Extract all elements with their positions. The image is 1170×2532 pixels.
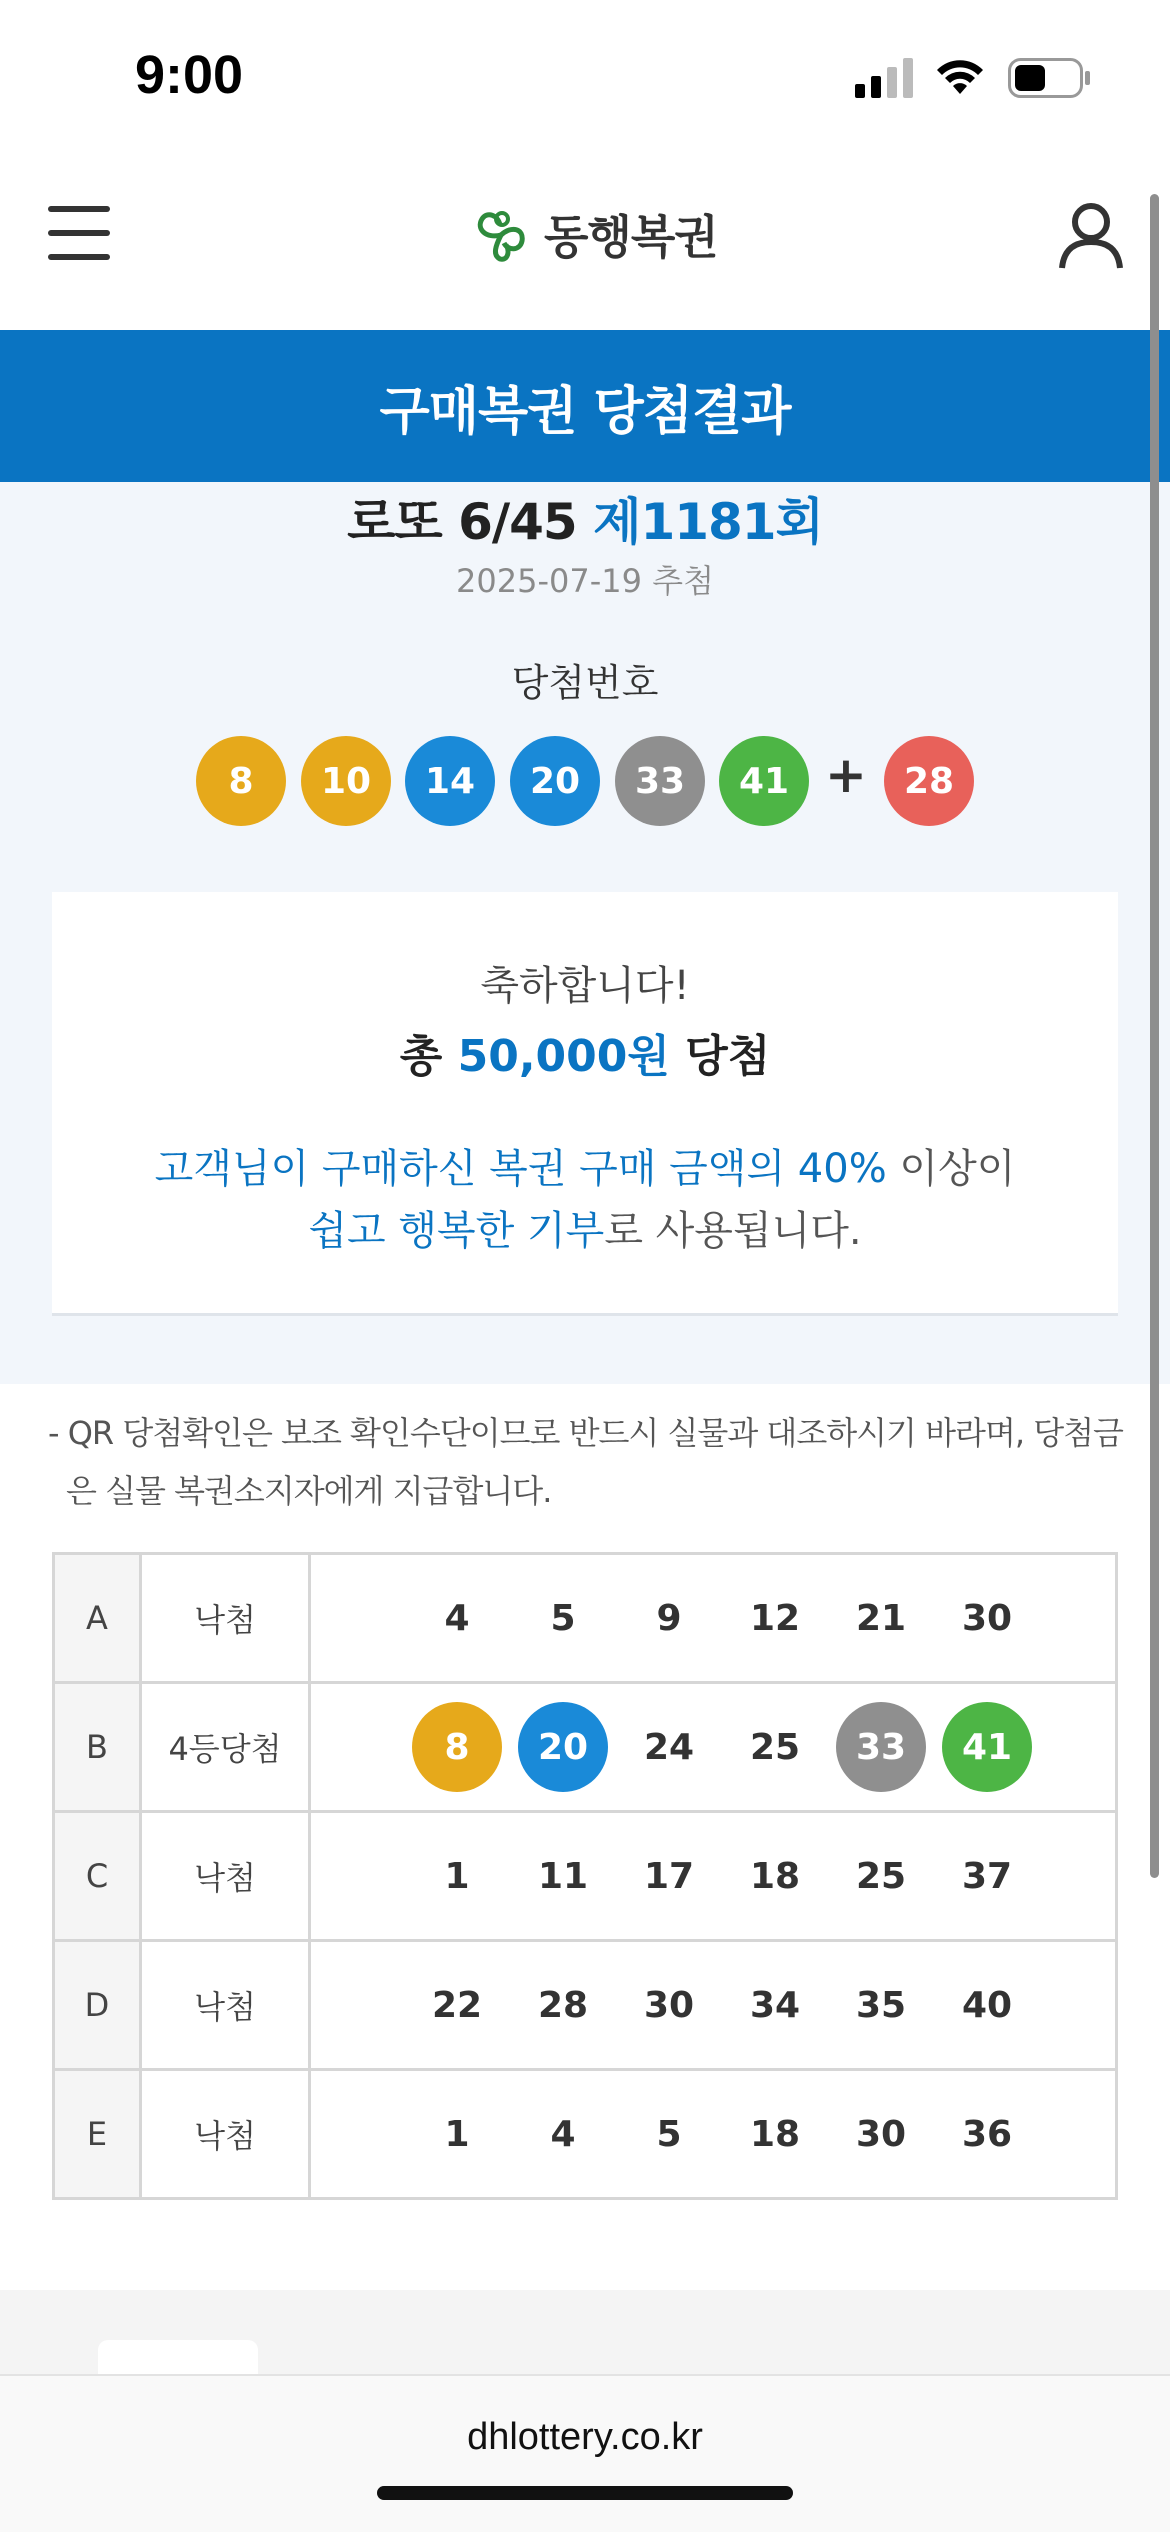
ticket-number: 25: [855, 1855, 907, 1897]
qr-notice: - QR 당첨확인은 보조 확인수단이므로 반드시 실물과 대조하시기 바라며, 당첨금은 실물 복권소지자에게 지급합니다.: [48, 1414, 1123, 1510]
ticket-number-matched: 8: [412, 1702, 502, 1792]
ticket-result-label: 낙첨: [141, 1941, 310, 2070]
ticket-numbers: [310, 1683, 1117, 1812]
ticket-number: 21: [855, 1597, 907, 1639]
home-indicator: [377, 2486, 793, 2500]
ticket-numbers: [310, 1554, 1117, 1683]
battery-icon: [1008, 58, 1092, 98]
ticket-game-label: C: [54, 1812, 141, 1941]
winning-ball: 20: [510, 736, 600, 826]
total-prize: 총 50,000원 당첨: [399, 1031, 771, 1082]
cellular-signal-icon: [855, 58, 915, 98]
ticket-row: [54, 1941, 1117, 2070]
ticket-number: 35: [855, 1984, 907, 2026]
ticket-number: 9: [656, 1597, 682, 1639]
ticket-number: 11: [537, 1855, 589, 1897]
ticket-results-table: [52, 1552, 1118, 2200]
ticket-game-label: E: [54, 2070, 141, 2199]
ticket-number: 28: [537, 1984, 589, 2026]
ticket-game-label: A: [54, 1554, 141, 1683]
hamburger-menu-icon: [48, 206, 110, 212]
winning-numbers-label: 당첨번호: [511, 661, 659, 705]
prize-amount: 50,000원: [457, 1031, 670, 1082]
winning-numbers: [0, 736, 1170, 828]
ticket-number: 37: [961, 1855, 1013, 1897]
ticket-number: 30: [643, 1984, 695, 2026]
ticket-result-label: 낙첨: [141, 1554, 310, 1683]
ticket-row: [54, 1683, 1117, 1812]
ticket-number: 12: [749, 1597, 801, 1639]
browser-url-bar[interactable]: [0, 2374, 1170, 2532]
winning-ball: 14: [405, 736, 495, 826]
round-number: 제1181회: [593, 493, 823, 551]
ticket-number: 5: [656, 2113, 682, 2155]
game-name: 로또 6/45: [347, 493, 577, 551]
ticket-number-matched: 41: [942, 1702, 1032, 1792]
winning-ball: 8: [196, 736, 286, 826]
logo-text: 동행복권: [544, 210, 718, 264]
ticket-number: 17: [643, 1855, 695, 1897]
plus-sign: +: [825, 746, 867, 804]
logo[interactable]: [472, 202, 718, 266]
winning-ball: 10: [301, 736, 391, 826]
ticket-result-label: 낙첨: [141, 2070, 310, 2199]
ticket-number: 24: [643, 1726, 695, 1768]
result-section: [0, 482, 1170, 1384]
ticket-number-matched: 20: [518, 1702, 608, 1792]
ticket-number-matched: 33: [836, 1702, 926, 1792]
clover-logo-icon: [472, 205, 530, 263]
ticket-numbers: [310, 1941, 1117, 2070]
user-icon[interactable]: [1058, 202, 1124, 270]
congrats-text: 축하합니다!: [480, 963, 690, 1009]
ticket-number: 18: [749, 1855, 801, 1897]
winning-ball: 41: [719, 736, 809, 826]
round-title: [0, 482, 1170, 554]
bonus-ball: 28: [884, 736, 974, 826]
ticket-result-label: 4등당첨: [141, 1683, 310, 1812]
ticket-number: 1: [444, 1855, 470, 1897]
prize-summary-card: [52, 892, 1118, 1316]
ticket-number: 4: [444, 1597, 470, 1639]
page-title: 구매복권 당첨결과: [379, 381, 791, 442]
ticket-row: [54, 1812, 1117, 1941]
status-bar: [0, 0, 1170, 150]
ticket-row: [54, 1554, 1117, 1683]
wifi-icon: [935, 54, 985, 96]
winning-ball: 33: [615, 736, 705, 826]
ticket-number: 36: [961, 2113, 1013, 2155]
ticket-number: 5: [550, 1597, 576, 1639]
app-header: [0, 150, 1170, 330]
ticket-numbers: [310, 2070, 1117, 2199]
ticket-number: 22: [431, 1984, 483, 2026]
draw-date: 2025-07-19 추첨: [456, 562, 714, 600]
menu-button[interactable]: [48, 206, 112, 264]
ticket-number: 30: [961, 1597, 1013, 1639]
ticket-number: 1: [444, 2113, 470, 2155]
ticket-game-label: D: [54, 1941, 141, 2070]
donation-message: 고객님이 구매하신 복권 구매 금액의 40% 이상이 쉽고 행복한 기부로 사용됩니다.: [154, 1146, 1016, 1254]
ticket-number: 40: [961, 1984, 1013, 2026]
ticket-result-label: 낙첨: [141, 1812, 310, 1941]
page-title-bar: [0, 330, 1170, 482]
scrollbar[interactable]: [1150, 194, 1159, 1878]
ticket-number: 25: [749, 1726, 801, 1768]
ticket-numbers: [310, 1812, 1117, 1941]
ticket-row: [54, 2070, 1117, 2199]
ticket-number: 18: [749, 2113, 801, 2155]
status-time: 9:00: [135, 45, 244, 105]
ticket-number: 30: [855, 2113, 907, 2155]
ticket-number: 34: [749, 1984, 801, 2026]
ticket-number: 4: [550, 2113, 576, 2155]
ticket-game-label: B: [54, 1683, 141, 1812]
url-text: dhlottery.co.kr: [467, 2416, 703, 2458]
